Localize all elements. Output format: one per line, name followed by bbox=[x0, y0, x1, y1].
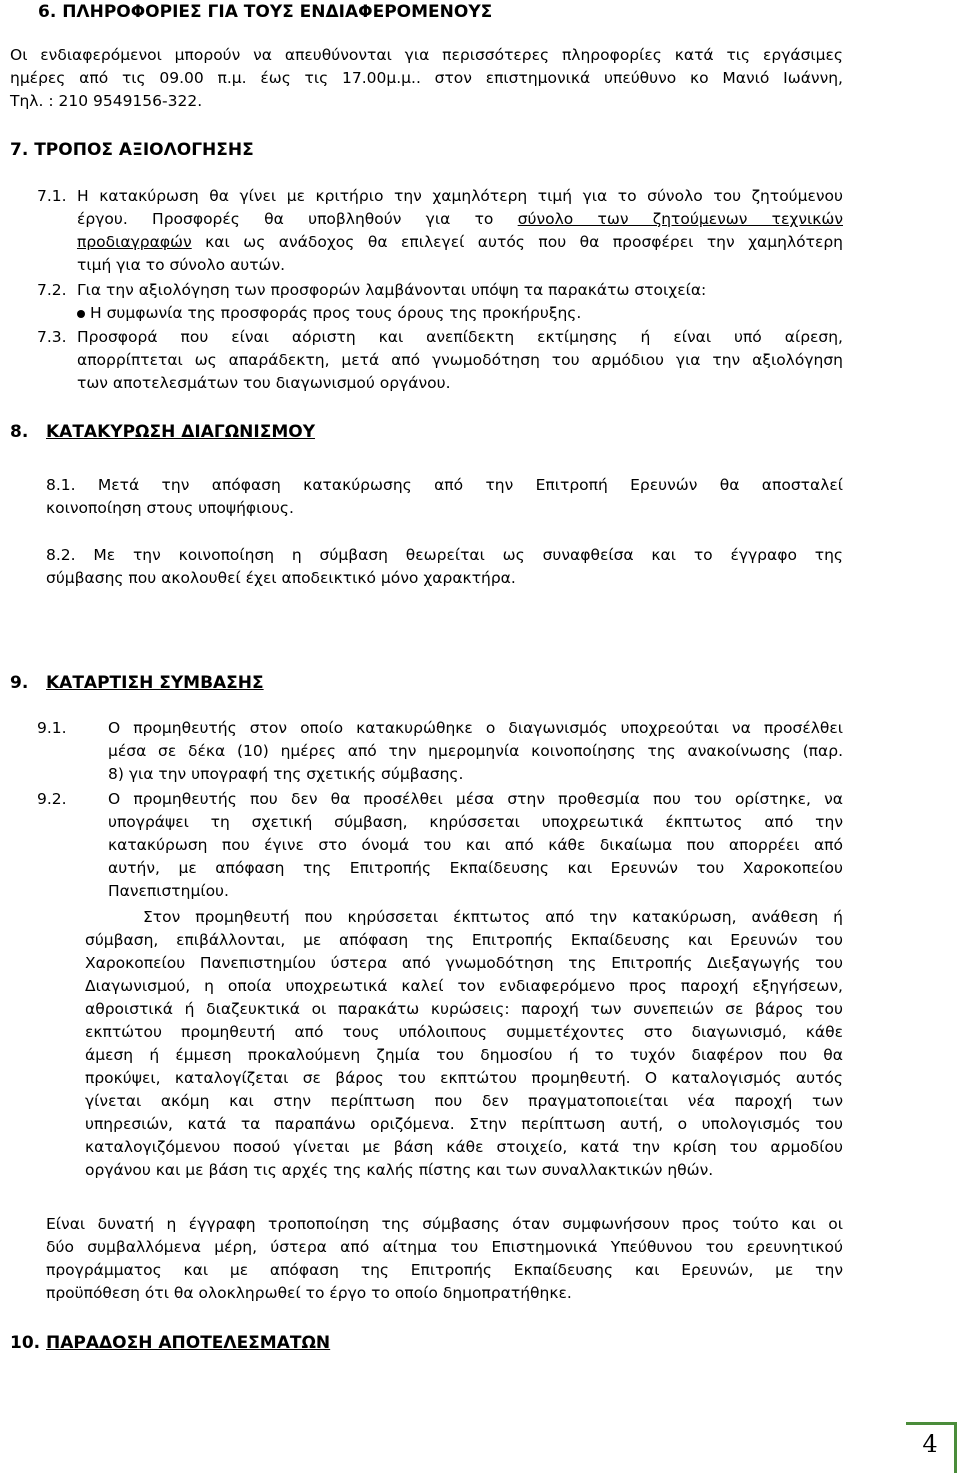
clause-9-2-text: υπογράψει τη σχετική σύμβαση, κηρύσσεται υποχρεωτικά έκπτωτος από την bbox=[108, 813, 843, 831]
amendment-paragraph: Είναι δυνατή η έγγραφη τροποποίηση της σύμβασης όταν συμφωνήσουν προς τούτο και οι bbox=[46, 1215, 843, 1233]
clause-7-3-text: των αποτελεσμάτων του διαγωνισμού οργάνου. bbox=[77, 374, 451, 392]
page-number: 4 bbox=[922, 1430, 938, 1458]
clause-9-2-text: αυτήν, με απόφαση της Επιτροπής Εκπαίδευσης και Ερευνών του Χαροκοπείου bbox=[108, 859, 843, 877]
section-6-text-line: Τηλ. : 210 9549156-322. bbox=[10, 92, 203, 110]
clause-9-1-text: μέσα σε δέκα (10) ημέρες από την ημερομηνία κοινοποίησης της ανακοίνωσης (παρ. bbox=[108, 742, 843, 760]
clause-8-1-text: 8.1. Μετά την απόφαση κατακύρωσης από την Επιτροπή Ερευνών θα αποσταλεί bbox=[46, 476, 843, 494]
clause-7-3-number: 7.3. bbox=[37, 328, 67, 346]
clause-7-3-text: απορρίπτεται ως απαράδεκτη, μετά από γνωμοδότηση του αρμόδιου για την αξιολόγηση bbox=[77, 351, 843, 369]
clause-9-1-text: 8) για την υπογραφή της σχετικής σύμβασης. bbox=[108, 765, 464, 783]
clause-9-2-paragraph: Διαγωνισμού, η οποία υποχρεωτικά καλεί τον ενδιαφερόμενο προς παροχή εξηγήσεων, bbox=[85, 977, 843, 995]
clause-9-2-paragraph: Χαροκοπείου Πανεπιστημίου ύστερα από γνωμοδότηση της Επιτροπής Διεξαγωγής του bbox=[85, 954, 843, 972]
clause-9-2-paragraph: υπηρεσιών, κατά τα παραπάνω οριζόμενα. Στην περίπτωση αυτή, ο υπολογισμός του bbox=[85, 1115, 843, 1133]
clause-7-1-text bbox=[77, 210, 843, 228]
section-9-title: ΚΑΤΑΡΤΙΣΗ ΣΥΜΒΑΣΗΣ bbox=[46, 673, 264, 693]
section-6-text-line: Οι ενδιαφερόμενοι μπορούν να απευθύνονται για περισσότερες πληροφορίες κατά τις εργάσιμες bbox=[10, 46, 843, 64]
clause-7-1-underlined: σύνολο των ζητούμενων τεχνικών bbox=[517, 210, 843, 228]
amendment-paragraph: δύο συμβαλλόμενα μέρη, ύστερα από αίτημα του Επιστημονικά Υπεύθυνου του ερευνητικού bbox=[46, 1238, 843, 1256]
clause-7-1-number: 7.1. bbox=[37, 187, 67, 205]
clause-9-2-number: 9.2. bbox=[37, 790, 67, 808]
clause-7-1-text: Η κατακύρωση θα γίνει με κριτήριο την χαμηλότερη τιμή για το σύνολο του ζητούμενου bbox=[77, 187, 843, 205]
clause-9-2-paragraph: αθροιστικά ή διαζευκτικά οι παρακάτω κυρώσεις: παροχή των συνεπειών σε βάρος του bbox=[85, 1000, 843, 1018]
clause-7-1-text-part: έργου. Προσφορές θα υποβληθούν για το bbox=[77, 210, 518, 228]
amendment-paragraph: προγράμματος και με απόφαση της Επιτροπής Εκπαίδευσης και Ερευνών, με την bbox=[46, 1261, 843, 1279]
clause-7-1-text bbox=[77, 233, 843, 251]
clause-7-2-number: 7.2. bbox=[37, 281, 67, 299]
clause-9-2-paragraph: εκπτώτου προμηθευτή από τους υπόλοιπους συμμετέχοντες στο διαγωνισμό, κάθε bbox=[85, 1023, 843, 1041]
clause-7-1-text-part: και ως ανάδοχος θα επιλεγεί αυτός που θα προσφέρει την χαμηλότερη bbox=[191, 233, 843, 251]
clause-7-1-underlined: προδιαγραφών bbox=[77, 233, 192, 251]
clause-9-2-text: Ο προμηθευτής που δεν θα προσέλθει μέσα στην προθεσμία που του ορίστηκε, να bbox=[108, 790, 843, 808]
clause-9-2-paragraph: προκύψει, καταλογίζεται σε βάρος του εκπτώτου προμηθευτή. Ο καταλογισμός αυτός bbox=[85, 1069, 843, 1087]
clause-8-2-text: 8.2. Με την κοινοποίηση η σύμβαση θεωρείται ως συναφθείσα και το έγγραφο της bbox=[46, 546, 843, 564]
clause-9-2-paragraph: σύμβαση, επιβάλλονται, με απόφαση της Επιτροπής Εκπαίδευσης και Ερευνών του bbox=[85, 931, 843, 949]
clause-9-2-paragraph: καταλογιζόμενου ποσού γίνεται με βάση κάθε στοιχείο, κατά την κρίση του αρμοδίου bbox=[85, 1138, 843, 1156]
section-10-number: 10. bbox=[10, 1333, 41, 1353]
bullet-text: Η συμφωνία της προσφοράς προς τους όρους της προκήρυξης. bbox=[90, 304, 582, 322]
clause-8-2-text: σύμβασης που ακολουθεί έχει αποδεικτικό μόνο χαρακτήρα. bbox=[46, 569, 516, 587]
clause-9-2-text: κατακύρωση που έγινε στο όνομά του και από κάθε δικαίωμα που απορρέει από bbox=[108, 836, 843, 854]
amendment-paragraph: προϋπόθεση ότι θα ολοκληρωθεί το έργο το οποίο δημοπρατήθηκε. bbox=[46, 1284, 572, 1302]
clause-8-1-text: κοινοποίηση στους υποψήφιους. bbox=[46, 499, 294, 517]
section-9-number: 9. bbox=[10, 673, 29, 693]
clause-7-3-text: Προσφορά που είναι αόριστη και ανεπίδεκτη εκτίμησης ή είναι υπό αίρεση, bbox=[77, 328, 843, 346]
section-10-title: ΠΑΡΑΔΟΣΗ ΑΠΟΤΕΛΕΣΜΑΤΩΝ bbox=[46, 1333, 331, 1353]
clause-9-1-number: 9.1. bbox=[37, 719, 67, 737]
clause-7-1-text: τιμή για το σύνολο αυτών. bbox=[77, 256, 286, 274]
clause-9-2-paragraph: Στον προμηθευτή που κηρύσσεται έκπτωτος από την κατακύρωση, ανάθεση ή bbox=[143, 908, 843, 926]
clause-9-2-paragraph: οργάνου και με βάση τις αρχές της καλής πίστης και των συναλλακτικών ηθών. bbox=[85, 1161, 714, 1179]
section-8-title: ΚΑΤΑΚΥΡΩΣΗ ΔΙΑΓΩΝΙΣΜΟΥ bbox=[46, 422, 316, 442]
clause-9-2-paragraph: άμεση ή έμμεση προκαλούμενη ζημία του δημοσίου ή το τυχόν διαφέρον που θα bbox=[85, 1046, 843, 1064]
clause-9-2-text: Πανεπιστημίου. bbox=[108, 882, 229, 900]
bullet-icon bbox=[77, 310, 85, 318]
section-8-number: 8. bbox=[10, 422, 29, 442]
clause-9-2-paragraph: γίνεται ακόμη και στην περίπτωση που δεν πραγματοποιείται νέα παροχή των bbox=[85, 1092, 843, 1110]
section-6-heading: 6. ΠΛΗΡΟΦΟΡΙΕΣ ΓΙΑ ΤΟΥΣ ΕΝΔΙΑΦΕΡΟΜΕΝΟΥΣ bbox=[38, 2, 493, 22]
clause-7-2-text: Για την αξιολόγηση των προσφορών λαμβάνονται υπόψη τα παρακάτω στοιχεία: bbox=[77, 281, 707, 299]
section-6-text-line: ημέρες από τις 09.00 π.μ. έως τις 17.00μ.μ.. στον επιστημονικά υπεύθυνο κο Μανιό Ιωάννη, bbox=[10, 69, 843, 87]
clause-9-1-text: Ο προμηθευτής στον οποίο κατακυρώθηκε ο διαγωνισμός υποχρεούται να προσέλθει bbox=[108, 719, 843, 737]
section-7-heading: 7. ΤΡΟΠΟΣ ΑΞΙΟΛΟΓΗΣΗΣ bbox=[10, 140, 254, 160]
clause-7-2-bullet-item bbox=[77, 304, 581, 322]
